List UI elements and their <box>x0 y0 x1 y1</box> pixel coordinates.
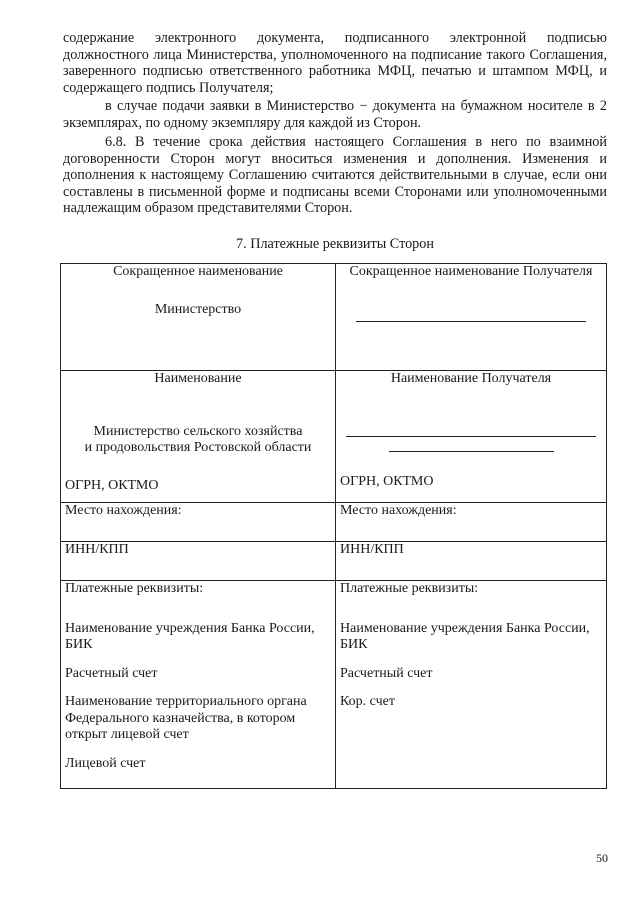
paragraph-6-8-amendments: 6.8. В течение срока действия настоящего Соглашения в него по взаимной договоренности Сторон могут вноситься изменения и дополнения. Изменения и дополнения к настоящему Соглашению считаются действительными в случае, если они составлены в письменной форме и подписаны всеми Сторонами или уполномоченными надлежащим образом представителями Сторон. <box>63 134 607 217</box>
table-row-short-name <box>61 264 607 371</box>
short-name-value-ministry: Министерство <box>154 301 242 317</box>
name-value-ministry-line2: и продовольствия Ростовской области <box>84 440 312 455</box>
ogrn-oktmo-ministry: ОГРН, ОКТМО <box>65 477 159 493</box>
page-number: 50 <box>596 851 608 865</box>
cell-recipient-payment <box>336 581 607 789</box>
inn-kpp-recipient: ИНН/КПП <box>336 542 607 581</box>
location-ministry: Место нахождения: <box>61 503 336 542</box>
bank-bik-recipient: Наименование учреждения Банка России, БИК <box>340 620 590 652</box>
location-recipient: Место нахождения: <box>336 503 607 542</box>
cell-recipient-short-name <box>336 264 607 371</box>
short-name-label-recipient: Сокращенное наименование Получателя <box>349 264 593 279</box>
bank-bik-ministry: Наименование учреждения Банка России, БИК <box>65 620 315 652</box>
correspondent-account-recipient: Кор. счет <box>340 694 395 709</box>
settlement-account-ministry: Расчетный счет <box>65 665 158 681</box>
recipient-name-line-1 <box>346 436 596 437</box>
payment-label-recipient: Платежные реквизиты: <box>340 581 479 596</box>
signature-line <box>356 321 586 322</box>
inn-kpp-ministry: ИНН/КПП <box>61 542 336 581</box>
name-label-recipient: Наименование Получателя <box>390 371 552 386</box>
name-value-ministry-line1: Министерство сельского хозяйства <box>93 423 303 439</box>
cell-recipient-name <box>336 371 607 503</box>
settlement-account-recipient: Расчетный счет <box>340 665 433 681</box>
table-row-location <box>61 503 607 542</box>
paragraph-signature-conditions: содержание электронного документа, подписанного электронной подписью должностного лица Министерства, уполномоченного на подписание такого Соглашения, заверенного подписью ответственного работника МФЦ, печатью и штампом МФЦ, и содержащего подпись Получателя; <box>63 30 607 96</box>
cell-ministry-short-name <box>61 264 336 371</box>
cell-ministry-name <box>61 371 336 503</box>
cell-ministry-payment <box>61 581 336 789</box>
treasury-body-ministry: Наименование территориального органа Федерального казначейства, в котором открыт лицевой счет <box>65 694 307 742</box>
section-title-payment-details: 7. Платежные реквизиты Сторон <box>236 236 434 252</box>
name-label-ministry: Наименование <box>154 371 242 386</box>
table-row-payment-details <box>61 581 607 789</box>
personal-account-ministry: Лицевой счет <box>65 755 146 771</box>
ogrn-oktmo-recipient: ОГРН, ОКТМО <box>340 473 434 489</box>
table-row-full-name <box>61 371 607 503</box>
paragraph-paper-copies: в случае подачи заявки в Министерство − документа на бумажном носителе в 2 экземплярах, по одному экземпляру для каждой из Сторон. <box>63 98 607 131</box>
short-name-label-ministry: Сокращенное наименование <box>113 264 283 279</box>
payment-label-ministry: Платежные реквизиты: <box>65 581 204 596</box>
table-row-inn-kpp <box>61 542 607 581</box>
payment-details-table <box>60 263 607 789</box>
